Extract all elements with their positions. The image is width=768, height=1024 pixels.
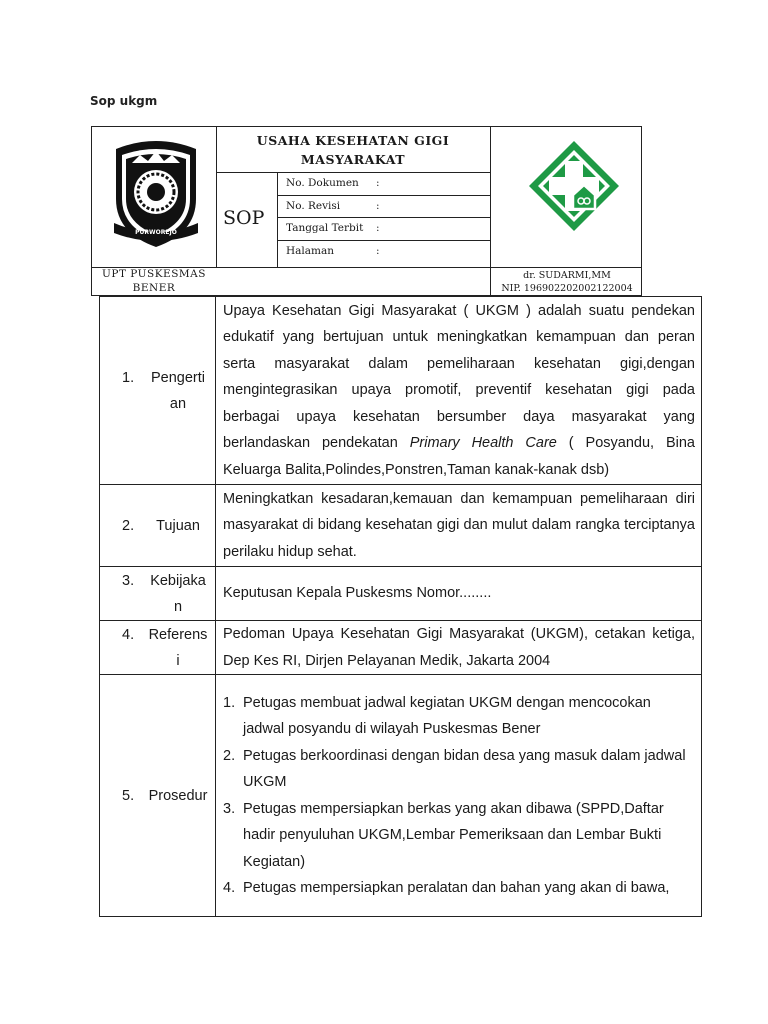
organization-name [92,267,216,295]
regency-emblem-icon [110,137,202,249]
definition-text-end: ( Posyandu, Bina Keluarga Balita,Polindes,Ponstren,Taman kanak-kanak dsb) [223,435,696,478]
section-row-purpose [100,485,702,567]
meta-label: Halaman [286,245,335,257]
section-content: Pedoman Upaya Kesehatan Gigi Masyarakat (UKGM), cetakan ketiga, Dep Kes RI, Dirjen Pelayanan Medik, Jakarta 2004 [216,621,702,675]
section-number: 5. [122,787,135,804]
procedure-step: 2. Petugas berkoordinasi dengan bidan desa yang masuk dalam jadwal UKGM [223,747,686,790]
signer-block [492,269,642,295]
organization-line2: BENER [132,282,176,294]
document-label: Sop ukgm [90,94,158,108]
puskesmas-logo-icon [527,139,621,233]
section-label: Kebijakan [150,572,206,615]
section-content: Meningkatkan kesadaran,kemauan dan kemampuan pemeliharaan diri masyarakat di bidang kesehatan gigi dan mulut dalam rangka terciptanya perilaku hidup sehat. [216,485,702,567]
sop-header-table [91,126,642,296]
meta-row-revision [284,197,490,219]
meta-row-page [284,242,490,264]
section-label: Tujuan [156,517,200,534]
meta-colon: : [376,200,380,212]
meta-label: No. Revisi [286,200,341,212]
sop-label: SOP [223,207,265,229]
procedure-step: 1. Petugas membuat jadwal kegiatan UKGM dengan mencocokan jadwal posyandu di wilayah Puskesmas Bener [223,694,651,737]
sop-title [216,131,490,169]
sop-title-line1: USAHA KESEHATAN GIGI [256,133,450,148]
definition-text: Upaya Kesehatan Gigi Masyarakat ( UKGM ) adalah suatu pendekan edukatif yang bertujuan untuk meningkatkan kemampuan dan peran serta masyarakat dalam pemeliharaan kesehatan gigi,dengan mengintegrasikan upaya promotif, preventif kesehatan gigi pada berbagai upaya kesehatan bersumber daya masyarakat yang berlandaskan pendekatan [223,302,695,452]
section-number: 2. [122,517,135,534]
procedure-list [223,690,695,902]
section-label-cell [100,297,216,485]
organization-line1: UPT PUSKESMAS [102,268,206,280]
section-content [216,675,702,917]
section-label: Prosedur [148,787,208,804]
meta-row-issue-date [284,219,490,241]
emblem-banner-text: PURWOREJO [135,229,177,236]
sop-content-table [99,296,702,917]
signer-name: dr. SUDARMI,MM [523,270,611,281]
section-content: Keputusan Kepala Puskesms Nomor........ [216,567,702,621]
section-label: Pengertian [150,369,205,412]
signer-nip: NIP. 196902202002122004 [501,283,633,294]
meta-colon: : [376,177,380,189]
meta-row-document-number [284,174,490,196]
section-content [216,297,702,485]
section-number: 3. [122,572,135,589]
section-number: 1. [122,369,135,386]
section-number: 4. [122,626,135,643]
definition-italic-text: Primary Health Care [409,435,557,452]
section-row-definition [100,297,702,485]
meta-colon: : [376,222,380,234]
section-label: Referensi [148,626,208,669]
meta-colon: : [376,245,380,257]
section-row-reference [100,621,702,675]
meta-label: Tanggal Terbit [286,222,364,234]
section-row-procedure [100,675,702,917]
meta-label: No. Dokumen [286,177,359,189]
section-label-cell [100,485,216,567]
sop-title-line2: MASYARAKAT [300,152,406,167]
section-row-policy [100,567,702,621]
section-label-cell [100,675,216,917]
procedure-step: 3. Petugas mempersiapkan berkas yang akan dibawa (SPPD,Daftar hadir penyuluhan UKGM,Lembar Pemeriksaan dan Lembar Bukti Kegiatan) [223,800,664,870]
procedure-step: 4. Petugas mempersiapkan peralatan dan bahan yang akan di bawa, [223,880,670,896]
section-label-cell [100,621,216,675]
section-label-cell [100,567,216,621]
